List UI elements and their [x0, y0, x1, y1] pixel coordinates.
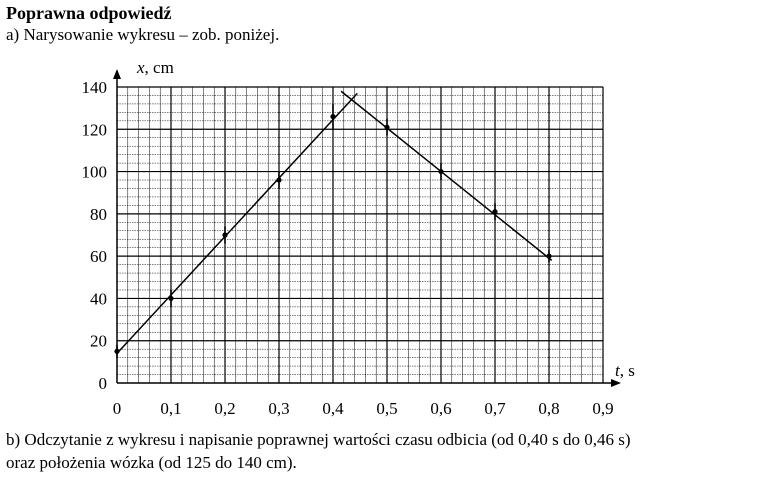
- x-tick-label: 0,9: [592, 399, 614, 418]
- fit-line: [341, 91, 552, 260]
- x-axis-arrow: [611, 379, 621, 387]
- x-tick-label: 0,1: [160, 399, 182, 418]
- x-tick-label: 0: [112, 399, 122, 418]
- data-point: [492, 203, 497, 220]
- x-tick-label: 0,8: [538, 399, 560, 418]
- data-point: [114, 345, 119, 358]
- x-tick-label: 0,5: [376, 399, 398, 418]
- fit-line: [117, 93, 357, 353]
- y-tick-label: 100: [81, 162, 107, 182]
- x-tick-label: 0,2: [214, 399, 236, 418]
- y-tick-label: 20: [90, 331, 107, 351]
- x-tick-label: 0,6: [430, 399, 452, 418]
- x-tick-label: 0,7: [484, 399, 506, 418]
- part-b-text-line-1: b) Odczytanie z wykresu i napisanie poprawnej wartości czasu odbicia (od 0,40 s do 0,46 s): [6, 430, 631, 449]
- answer-heading: Poprawna odpowiedź: [6, 3, 172, 23]
- x-tick-label: 0,4: [322, 399, 344, 418]
- y-tick-label: 80: [90, 204, 107, 224]
- part-a-text: a) Narysowanie wykresu – zob. poniżej.: [6, 25, 280, 44]
- minor-grid: [117, 87, 603, 383]
- y-tick-label: 120: [81, 120, 107, 140]
- y-tick-label: 140: [81, 78, 107, 97]
- data-point: [438, 163, 443, 180]
- y-tick-label: 60: [90, 247, 107, 267]
- axes: [113, 69, 621, 387]
- y-tick-label: 40: [90, 289, 107, 309]
- x-axis-label: t, s: [615, 361, 635, 380]
- part-b-text-line-2: oraz położenia wózka (od 125 do 140 cm).: [6, 453, 297, 472]
- data-point: [384, 119, 389, 136]
- x-tick-label: 0,3: [268, 399, 290, 418]
- y-axis-label: x, cm: [137, 58, 174, 77]
- y-tick-label: 0: [98, 374, 107, 393]
- major-grid: [117, 87, 603, 383]
- data-point: [276, 172, 281, 189]
- data-point: [330, 104, 335, 129]
- y-axis-arrow: [113, 69, 121, 79]
- data-point: [222, 227, 227, 244]
